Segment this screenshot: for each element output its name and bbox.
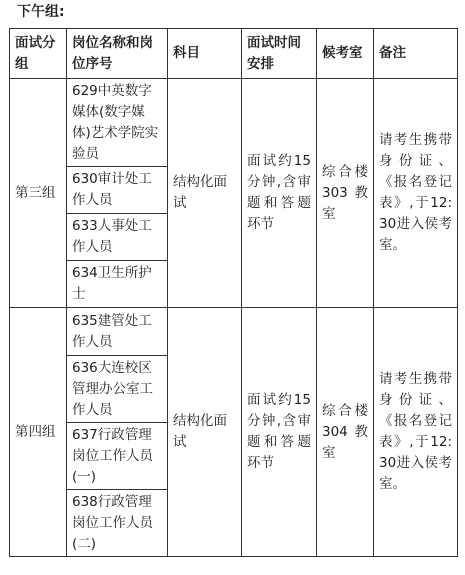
position-cell: 638行政管理岗位工作人员(二) <box>67 490 168 557</box>
position-cell: 633人事处工作人员 <box>67 214 168 261</box>
table-header-row <box>10 29 458 79</box>
table-row <box>10 79 458 167</box>
position-cell: 635建管处工作人员 <box>67 308 168 356</box>
note-cell: 请考生携带身份证、《报名登记表》,于12:30进入侯考室。 <box>374 308 458 557</box>
position-cell: 634卫生所护士 <box>67 261 168 308</box>
room-cell: 综合楼304教室 <box>317 308 374 557</box>
interview-schedule-table <box>9 28 458 557</box>
room-cell: 综合楼303教室 <box>317 79 374 308</box>
group-name-cell: 第四组 <box>10 308 67 557</box>
position-cell: 629中英数字媒体(数字媒体)艺术学院实验员 <box>67 79 168 167</box>
position-cell: 630审计处工作人员 <box>67 167 168 214</box>
header-group: 面试分组 <box>10 29 67 79</box>
group-name-cell: 第三组 <box>10 79 67 308</box>
header-room: 候考室 <box>317 29 374 79</box>
subject-cell: 结构化面试 <box>168 79 242 308</box>
header-time: 面试时间安排 <box>242 29 317 79</box>
header-note: 备注 <box>374 29 458 79</box>
table-row <box>10 308 458 356</box>
header-subject: 科目 <box>168 29 242 79</box>
position-cell: 637行政管理岗位工作人员(一) <box>67 423 168 490</box>
position-cell: 636大连校区管理办公室工作人员 <box>67 356 168 423</box>
time-cell: 面试约15分钟,含审题和答题环节 <box>242 79 317 308</box>
section-heading: 下午组: <box>17 4 65 20</box>
header-position: 岗位名称和岗位序号 <box>67 29 168 79</box>
subject-cell: 结构化面试 <box>168 308 242 557</box>
note-cell: 请考生携带身份证、《报名登记表》,于12:30进入侯考室。 <box>374 79 458 308</box>
time-cell: 面试约15分钟,含审题和答题环节 <box>242 308 317 557</box>
